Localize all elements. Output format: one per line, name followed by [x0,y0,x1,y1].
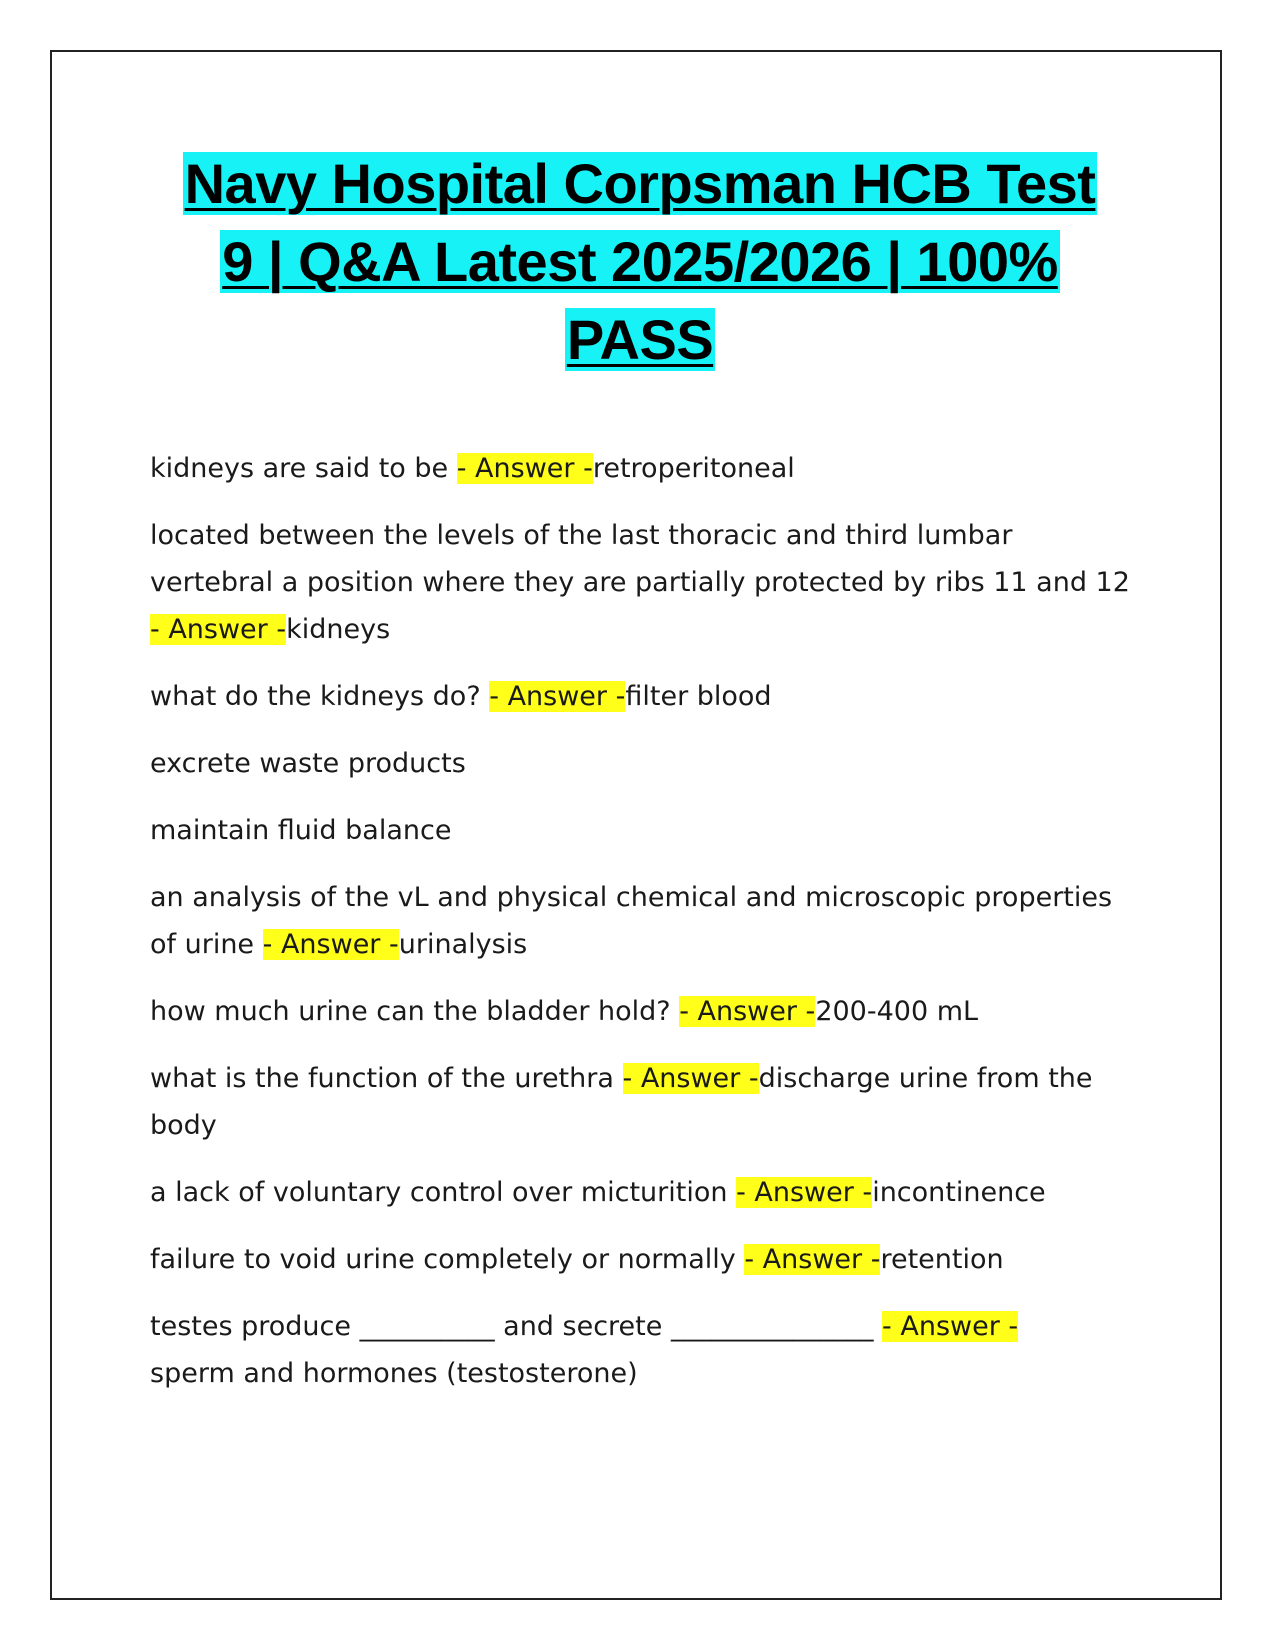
question-text: kidneys are said to be [150,453,457,484]
question-text: what do the kidneys do? [150,681,490,712]
qa-item [150,445,1130,492]
qa-item [150,874,1130,968]
qa-item [150,1236,1130,1283]
qa-item [150,673,1130,720]
continuation-text: excrete waste products [150,748,466,779]
qa-item [150,512,1130,653]
answer-marker: - Answer - [622,1063,759,1094]
title-line: 9 | Q&A Latest 2025/2026 | 100% [222,230,1058,293]
answer-marker: - Answer - [882,1311,1019,1342]
title-line: PASS [566,308,714,371]
question-text: a lack of voluntary control over micturition [150,1177,737,1208]
answer-text: filter blood [625,681,772,712]
answer-marker: - Answer - [736,1177,873,1208]
answer-marker: - Answer - [456,453,593,484]
answer-text: urinalysis [398,929,528,960]
answer-text: incontinence [872,1177,1046,1208]
question-text: located between the levels of the last thoracic and third lumbar vertebral a position where they are partially protected by ribs 11 and 12 [150,520,1130,598]
answer-marker: - Answer - [744,1244,881,1275]
question-text: failure to void urine completely or normally [150,1244,745,1275]
qa-item [150,1055,1130,1149]
qa-item [150,1303,1130,1397]
page-title [120,145,1160,379]
answer-text: kidneys [286,614,391,645]
answer-text: retention [880,1244,1004,1275]
answer-text: 200-400 mL [815,996,979,1027]
question-text: how much urine can the bladder hold? [150,996,680,1027]
question-text: what is the function of the urethra [150,1063,623,1094]
question-text: testes produce __________ and secrete _______________ [150,1311,883,1342]
qa-item [150,740,1130,787]
qa-list [150,445,1130,1417]
continuation-text: maintain fluid balance [150,815,452,846]
answer-marker: - Answer - [262,929,399,960]
answer-marker: - Answer - [489,681,626,712]
question-text: an analysis of the vL and physical chemical and microscopic properties of urine [150,882,1113,960]
qa-item [150,988,1130,1035]
title-line: Navy Hospital Corpsman HCB Test [184,152,1096,215]
answer-marker: - Answer - [679,996,816,1027]
answer-text: retroperitoneal [592,453,795,484]
answer-text: discharge urine from the body [150,1063,1093,1141]
qa-item [150,1169,1130,1216]
answer-marker: - Answer - [150,614,287,645]
answer-text: sperm and hormones (testosterone) [150,1358,638,1389]
qa-item [150,807,1130,854]
